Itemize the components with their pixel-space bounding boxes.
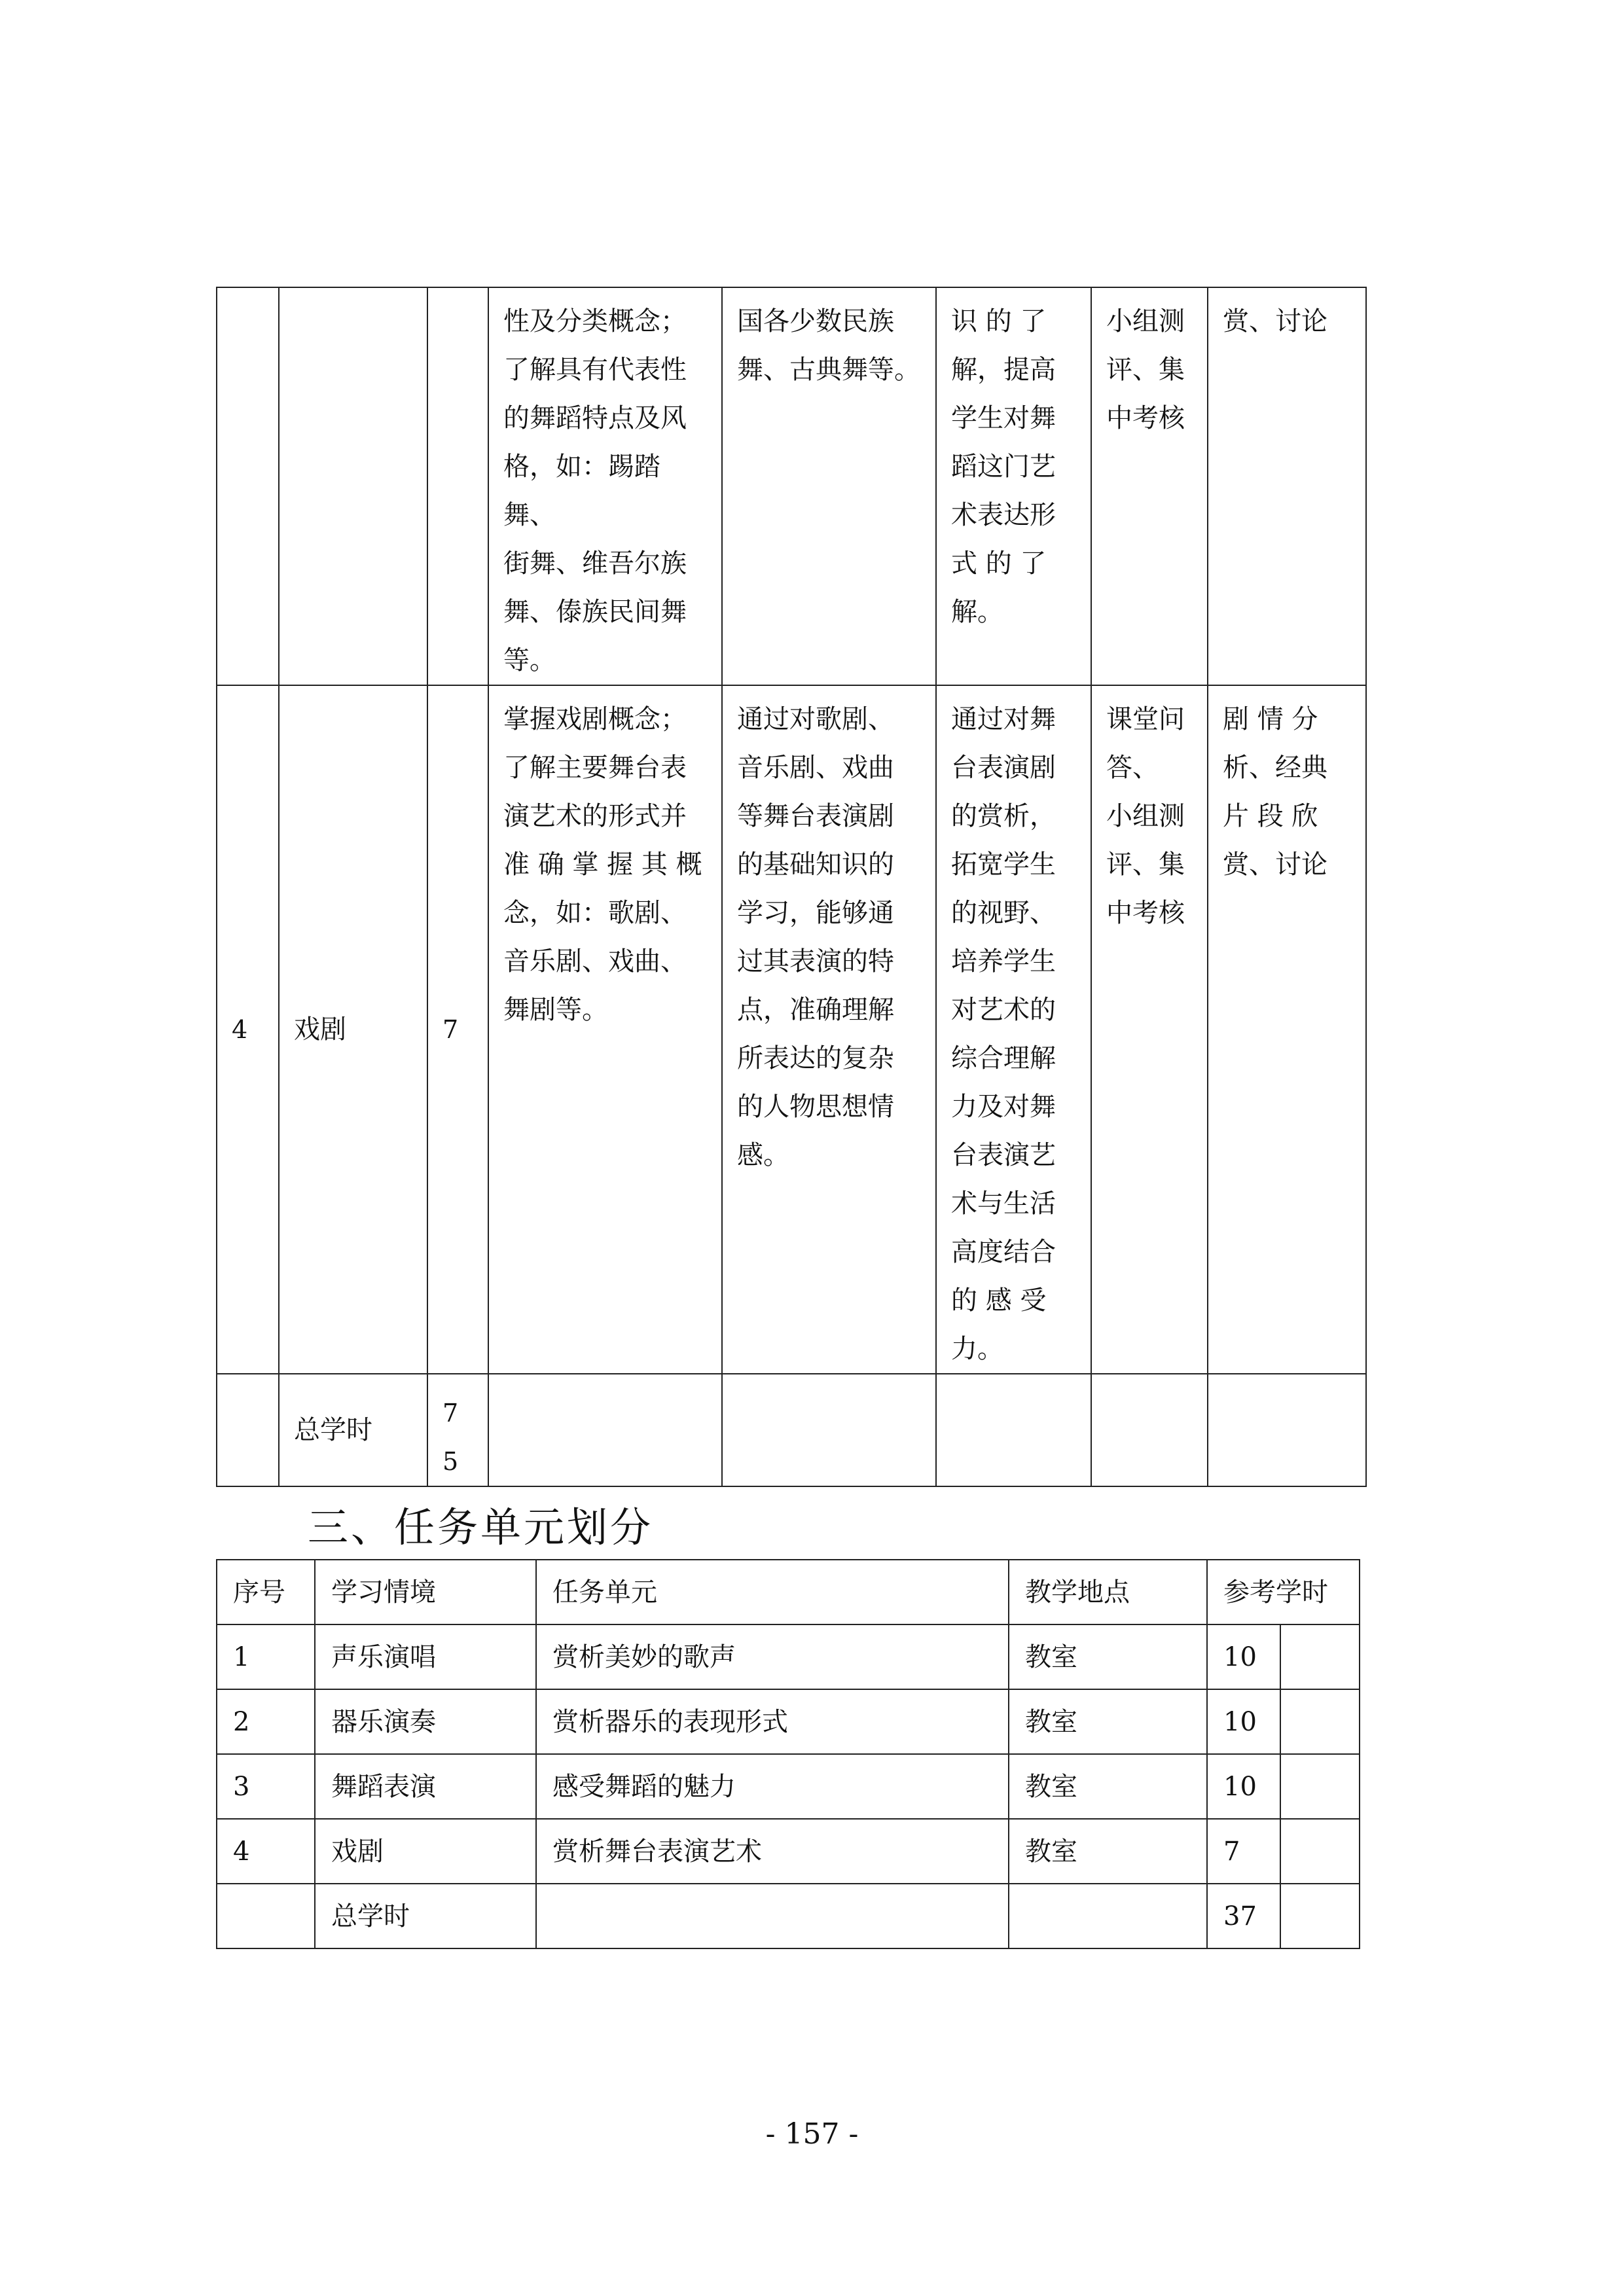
- total-hours-cell: 75: [427, 1374, 488, 1486]
- no-cell: 1: [217, 1624, 315, 1689]
- header-situation: 学习情境: [315, 1560, 536, 1624]
- situation-cell: 戏剧: [315, 1819, 536, 1884]
- effect-cell: 识 的 了 解，提高 学生对舞 蹈这门艺 术表达形 式 的 了 解。: [936, 287, 1091, 685]
- location-cell: 教室: [1009, 1624, 1207, 1689]
- location-cell: 教室: [1009, 1754, 1207, 1819]
- blank-cell: [1280, 1689, 1360, 1754]
- task-unit-table: [216, 1559, 1360, 1949]
- no-cell: 2: [217, 1689, 315, 1754]
- effect-cell: 通过对舞 台表演剧 的赏析， 拓宽学生 的视野、 培养学生 对艺术的 综合理解 力及对舞 台表演艺 术与生活 高度结合 的 感 受 力。: [936, 685, 1091, 1374]
- page-number: - 157 -: [765, 2117, 859, 2151]
- total-blank-cell: [722, 1374, 936, 1486]
- table-row: [217, 287, 1366, 685]
- content-cell: 通过对歌剧、 音乐剧、戏曲 等舞台表演剧 的基础知识的 学习，能够通 过其表演的特 点，准确理解 所表达的复杂 的人物思想情 感。: [722, 685, 936, 1374]
- table-row: [217, 1819, 1360, 1884]
- unit-cell: 感受舞蹈的魅力: [536, 1754, 1009, 1819]
- row-number-cell: 4: [217, 685, 279, 1374]
- objective-cell: 性及分类概念； 了解具有代表性 的舞蹈特点及风 格，如：踢踏舞、 街舞、维吾尔族 舞、傣族民间舞 等。: [488, 287, 722, 685]
- total-row: [217, 1374, 1366, 1486]
- table-row: [217, 685, 1366, 1374]
- blank-cell: [1009, 1884, 1207, 1948]
- total-blank-cell: [488, 1374, 722, 1486]
- location-cell: 教室: [1009, 1689, 1207, 1754]
- header-hours: 参考学时: [1207, 1560, 1360, 1624]
- method-cell: 赏、讨论: [1208, 287, 1366, 685]
- unit-cell: 赏析器乐的表现形式: [536, 1689, 1009, 1754]
- content-cell: 国各少数民族 舞、古典舞等。: [722, 287, 936, 685]
- unit-cell: 赏析美妙的歌声: [536, 1624, 1009, 1689]
- total-label-cell: 总学时: [315, 1884, 536, 1948]
- section-heading: 三、任务单元划分: [308, 1503, 654, 1551]
- header-no: 序号: [217, 1560, 315, 1624]
- situation-cell: 声乐演唱: [315, 1624, 536, 1689]
- location-cell: 教室: [1009, 1819, 1207, 1884]
- table-row: [217, 1689, 1360, 1754]
- blank-cell: [536, 1884, 1009, 1948]
- table-row: [217, 1754, 1360, 1819]
- blank-cell: [217, 1884, 315, 1948]
- total-row: [217, 1884, 1360, 1948]
- blank-cell: [1280, 1819, 1360, 1884]
- situation-cell: 器乐演奏: [315, 1689, 536, 1754]
- header-unit: 任务单元: [536, 1560, 1009, 1624]
- unit-cell: 赏析舞台表演艺术: [536, 1819, 1009, 1884]
- hours-cell: 10: [1207, 1624, 1280, 1689]
- total-blank-cell: [217, 1374, 279, 1486]
- objective-cell: 掌握戏剧概念； 了解主要舞台表 演艺术的形式并 准 确 掌 握 其 概 念，如：歌剧、 音乐剧、戏曲、 舞剧等。: [488, 685, 722, 1374]
- row-number-cell: [217, 287, 279, 685]
- assessment-cell: 小组测 评、集 中考核: [1091, 287, 1208, 685]
- hours-cell: 7: [1207, 1819, 1280, 1884]
- no-cell: 3: [217, 1754, 315, 1819]
- total-label-cell: 总学时: [279, 1374, 427, 1486]
- situation-name-cell: [279, 287, 427, 685]
- no-cell: 4: [217, 1819, 315, 1884]
- total-blank-cell: [1091, 1374, 1208, 1486]
- table-row: [217, 1624, 1360, 1689]
- situation-cell: 舞蹈表演: [315, 1754, 536, 1819]
- hours-cell: 7: [427, 685, 488, 1374]
- method-cell: 剧 情 分 析、经典 片 段 欣 赏、讨论: [1208, 685, 1366, 1374]
- situation-name-cell: 戏剧: [279, 685, 427, 1374]
- hours-cell: [427, 287, 488, 685]
- total-blank-cell: [1208, 1374, 1366, 1486]
- total-blank-cell: [936, 1374, 1091, 1486]
- assessment-cell: 课堂问 答、 小组测 评、集 中考核: [1091, 685, 1208, 1374]
- blank-cell: [1280, 1754, 1360, 1819]
- hours-cell: 10: [1207, 1689, 1280, 1754]
- hours-cell: 10: [1207, 1754, 1280, 1819]
- blank-cell: [1280, 1624, 1360, 1689]
- course-content-table: [216, 287, 1367, 1487]
- total-hours-cell: 37: [1207, 1884, 1280, 1948]
- blank-cell: [1280, 1884, 1360, 1948]
- header-location: 教学地点: [1009, 1560, 1207, 1624]
- table-header-row: [217, 1560, 1360, 1624]
